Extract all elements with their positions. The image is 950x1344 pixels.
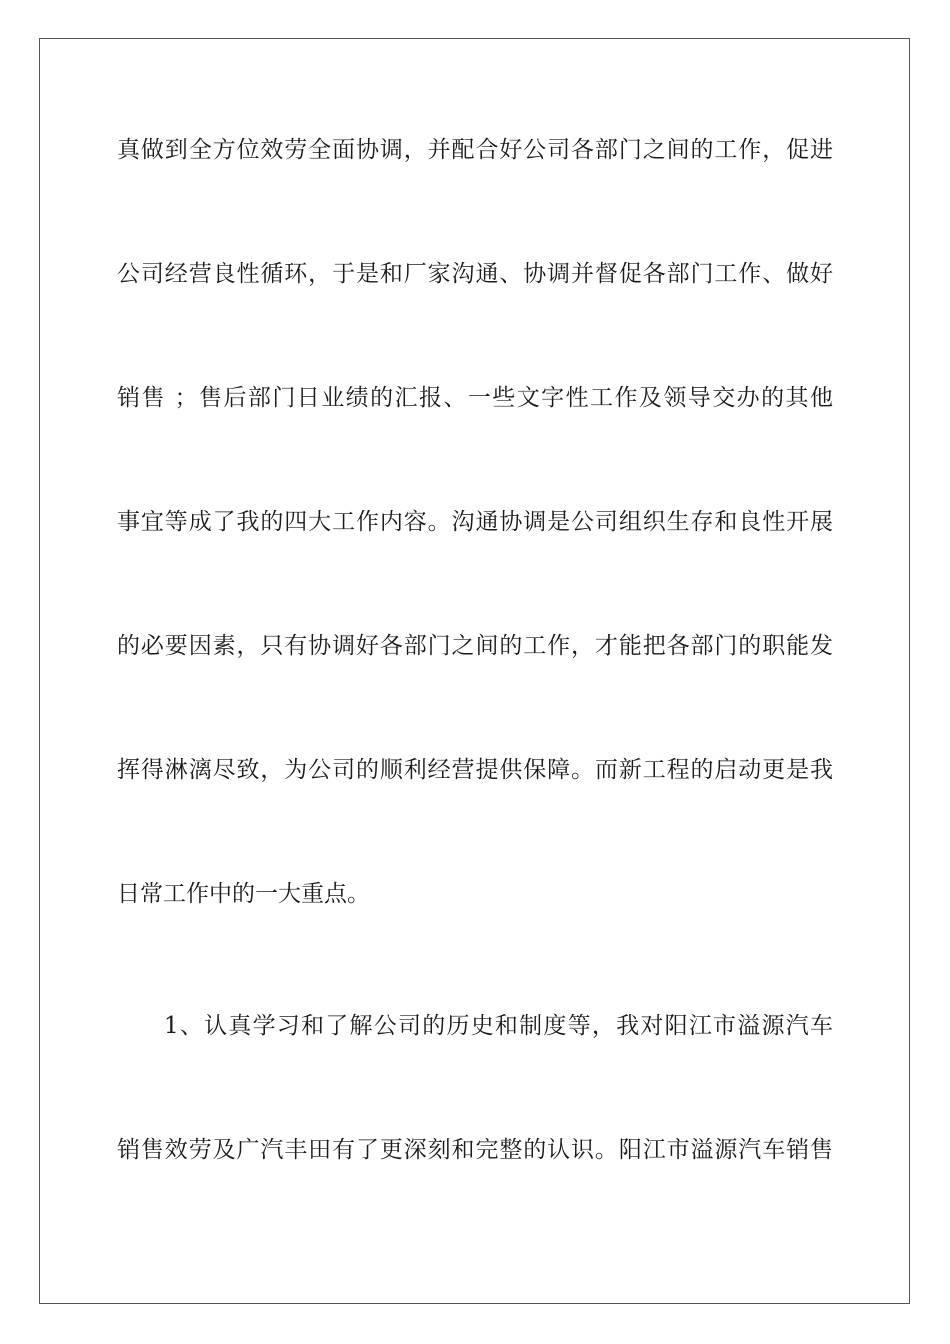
paragraph-line: 挥得淋漓尽致，为公司的顺利经营提供保障。而新工程的启动更是我 — [117, 757, 833, 783]
paragraph-line: 1、认真学习和了解公司的历史和制度等，我对阳江市溢源汽车 — [164, 1013, 833, 1039]
paragraph-line: 日常工作中的一大重点。 — [117, 881, 370, 907]
paragraph-line: 公司经营良性循环，于是和厂家沟通、协调并督促各部门工作、做好 — [117, 261, 833, 287]
page-border — [39, 38, 910, 1304]
paragraph-line: 销售 ；售后部门日业绩的汇报、一些文字性工作及领导交办的其他 — [117, 385, 833, 411]
paragraph-line: 真做到全方位效劳全面协调，并配合好公司各部门之间的工作，促进 — [117, 137, 833, 163]
paragraph-line: 的必要因素，只有协调好各部门之间的工作，才能把各部门的职能发 — [117, 633, 833, 659]
paragraph-line: 销售效劳及广汽丰田有了更深刻和完整的认识。阳江市溢源汽车销售 — [117, 1137, 833, 1163]
paragraph-line: 事宜等成了我的四大工作内容。沟通协调是公司组织生存和良性开展 — [117, 509, 833, 535]
